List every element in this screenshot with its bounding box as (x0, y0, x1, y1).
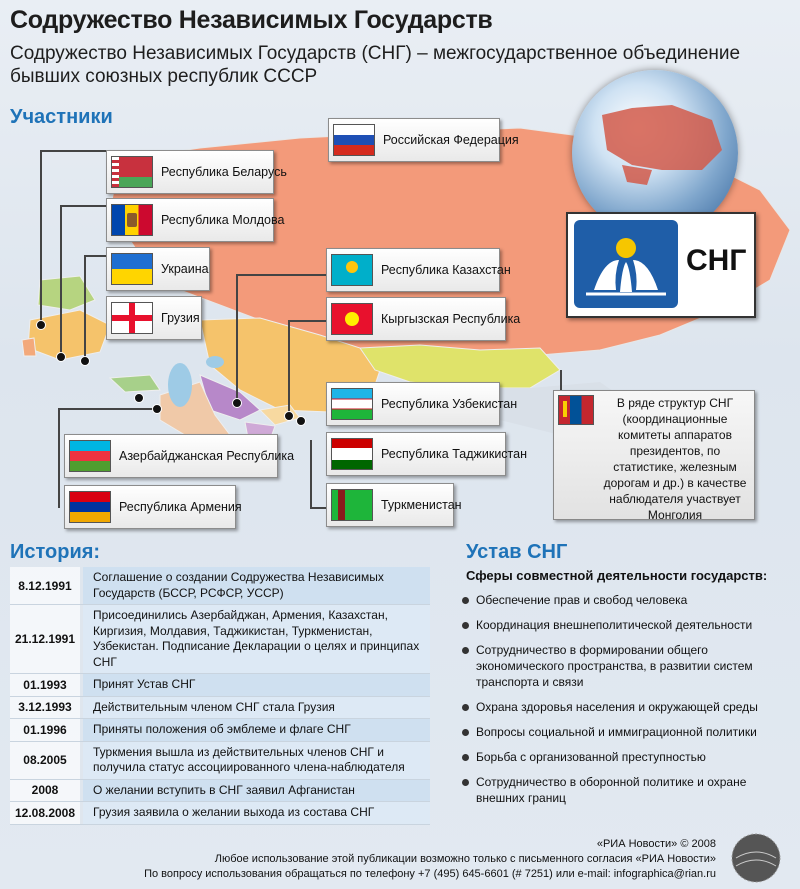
history-heading: История: (10, 541, 101, 563)
kazakhstan-flag-icon (331, 254, 373, 286)
ria-logo-icon (716, 826, 794, 886)
history-text: Действительным членом СНГ стала Грузия (83, 697, 430, 719)
participant-belarus: Республика Беларусь (106, 150, 274, 194)
participant-russia: Российская Федерация (328, 118, 500, 162)
participant-turkmenistan: Туркменистан (326, 483, 454, 527)
ustav-item: Координация внешнеполитической деятельности (462, 617, 792, 633)
participant-kyrgyzstan: Кыргызская Республика (326, 297, 506, 341)
russia-flag-icon (333, 124, 375, 156)
history-row (10, 742, 430, 780)
belarus-flag-icon (111, 156, 153, 188)
map-marker (284, 411, 294, 421)
leader-line (60, 205, 108, 207)
ustav-item: Борьба с организованной преступностью (462, 749, 792, 765)
history-row (10, 802, 430, 825)
armenia-flag-icon (69, 491, 111, 523)
ustav-subheading: Сферы совместной деятельности государств: (466, 568, 768, 583)
map-moldova (22, 338, 36, 356)
ustav-heading: Устав СНГ (466, 541, 568, 563)
map-marker (152, 404, 162, 414)
history-text: Принят Устав СНГ (83, 674, 430, 696)
mongolia-note (553, 390, 755, 520)
leader-line (310, 440, 312, 507)
history-text: Соглашение о создании Содружества Независимых Государств (БССР, РСФСР, УССР) (83, 567, 430, 604)
participant-moldova: Республика Молдова (106, 198, 274, 242)
history-date: 21.12.1991 (10, 605, 83, 673)
turkmenistan-flag-icon (331, 489, 373, 521)
uzbekistan-flag-icon (331, 388, 373, 420)
leader-line (288, 320, 328, 322)
tajikistan-flag-icon (331, 438, 373, 470)
leader-line (84, 255, 108, 257)
leader-line (288, 320, 290, 415)
history-text: О желании вступить в СНГ заявил Афганистан (83, 780, 430, 802)
history-date: 01.1993 (10, 674, 83, 696)
map-marker (36, 320, 46, 330)
cis-emblem (566, 212, 756, 318)
history-text: Присоединились Азербайджан, Армения, Казахстан, Киргизия, Молдавия, Таджикистан, Туркменистан, Узбекистан. Подписание Декларации о целях и принципах СНГ (83, 605, 430, 673)
leader-line (58, 408, 60, 508)
cis-logo-label: СНГ (686, 244, 747, 277)
history-text: Приняты положения об эмблеме и флаге СНГ (83, 719, 430, 741)
participant-armenia: Республика Армения (64, 485, 236, 529)
history-date: 01.1996 (10, 719, 83, 741)
footer-line-1: Любое использование этой публикации возможно только с письменного согласия «РИА Новости» (214, 853, 716, 865)
georgia-flag-icon (111, 302, 153, 334)
map-marker (134, 393, 144, 403)
history-date: 8.12.1991 (10, 567, 83, 604)
ukraine-flag-icon (111, 253, 153, 285)
page-title: Содружество Независимых Государств (10, 6, 493, 34)
mongolia-note-text: В ряде структур СНГ (координационные комитеты аппаратов президентов, по статистике, железным дорогам и др.) в качестве наблюдателя участвует Монголия (603, 396, 747, 522)
history-row (10, 567, 430, 605)
mongolia-flag-icon (558, 395, 594, 425)
kyrgyzstan-flag-icon (331, 303, 373, 335)
cis-emblem-icon (574, 220, 678, 308)
history-date: 08.2005 (10, 742, 83, 779)
participant-tajikistan: Республика Таджикистан (326, 432, 506, 476)
ustav-item: Сотрудничество в формировании общего экономического пространства, в развитии систем транспорта и связи (462, 642, 792, 690)
map-marker (80, 356, 90, 366)
leader-line (58, 408, 154, 410)
ustav-item: Вопросы социальной и иммиграционной политики (462, 724, 792, 740)
footer-copyright: «РИА Новости» © 2008 (596, 838, 716, 850)
leader-line (60, 205, 62, 357)
history-row (10, 605, 430, 674)
history-text: Грузия заявила о желании выхода из состава СНГ (83, 802, 430, 824)
leader-line (236, 274, 328, 276)
map-marker (56, 352, 66, 362)
ustav-item: Сотрудничество в оборонной политике и охране внешних границ (462, 774, 792, 806)
ustav-list (462, 592, 792, 815)
participant-georgia: Грузия (106, 296, 202, 340)
history-date: 12.08.2008 (10, 802, 83, 824)
leader-line (84, 255, 86, 360)
participant-ukraine: Украина (106, 247, 210, 291)
history-row (10, 719, 430, 742)
history-text: Туркмения вышла из действительных членов СНГ и получила статус ассоциированного члена-наблюдателя (83, 742, 430, 779)
map-belarus (38, 276, 95, 310)
page-subtitle: Содружество Независимых Государств (СНГ) – межгосударственное объединение бывших союзных республик СССР (10, 43, 741, 87)
history-date: 3.12.1993 (10, 697, 83, 719)
participant-uzbekistan: Республика Узбекистан (326, 382, 500, 426)
leader-line (236, 274, 238, 402)
history-row (10, 780, 430, 803)
moldova-flag-icon (111, 204, 153, 236)
map-marker (232, 398, 242, 408)
history-row (10, 674, 430, 697)
history-date: 2008 (10, 780, 83, 802)
participants-heading: Участники (10, 106, 113, 128)
footer-line-2: По вопросу использования обращаться по телефону +7 (495) 645-6601 (# 7251) или e-mail: infographica@rian.ru (144, 868, 716, 880)
map-caucasus (110, 375, 160, 392)
ustav-item: Обеспечение прав и свобод человека (462, 592, 792, 608)
map-marker (296, 416, 306, 426)
participant-azerbaijan: Азербайджанская Республика (64, 434, 278, 478)
leader-line (40, 150, 108, 152)
history-table (10, 567, 430, 825)
leader-line (40, 150, 42, 325)
azerbaijan-flag-icon (69, 440, 111, 472)
ustav-item: Охрана здоровья населения и окружающей среды (462, 699, 792, 715)
participant-kazakhstan: Республика Казахстан (326, 248, 500, 292)
history-row (10, 697, 430, 720)
